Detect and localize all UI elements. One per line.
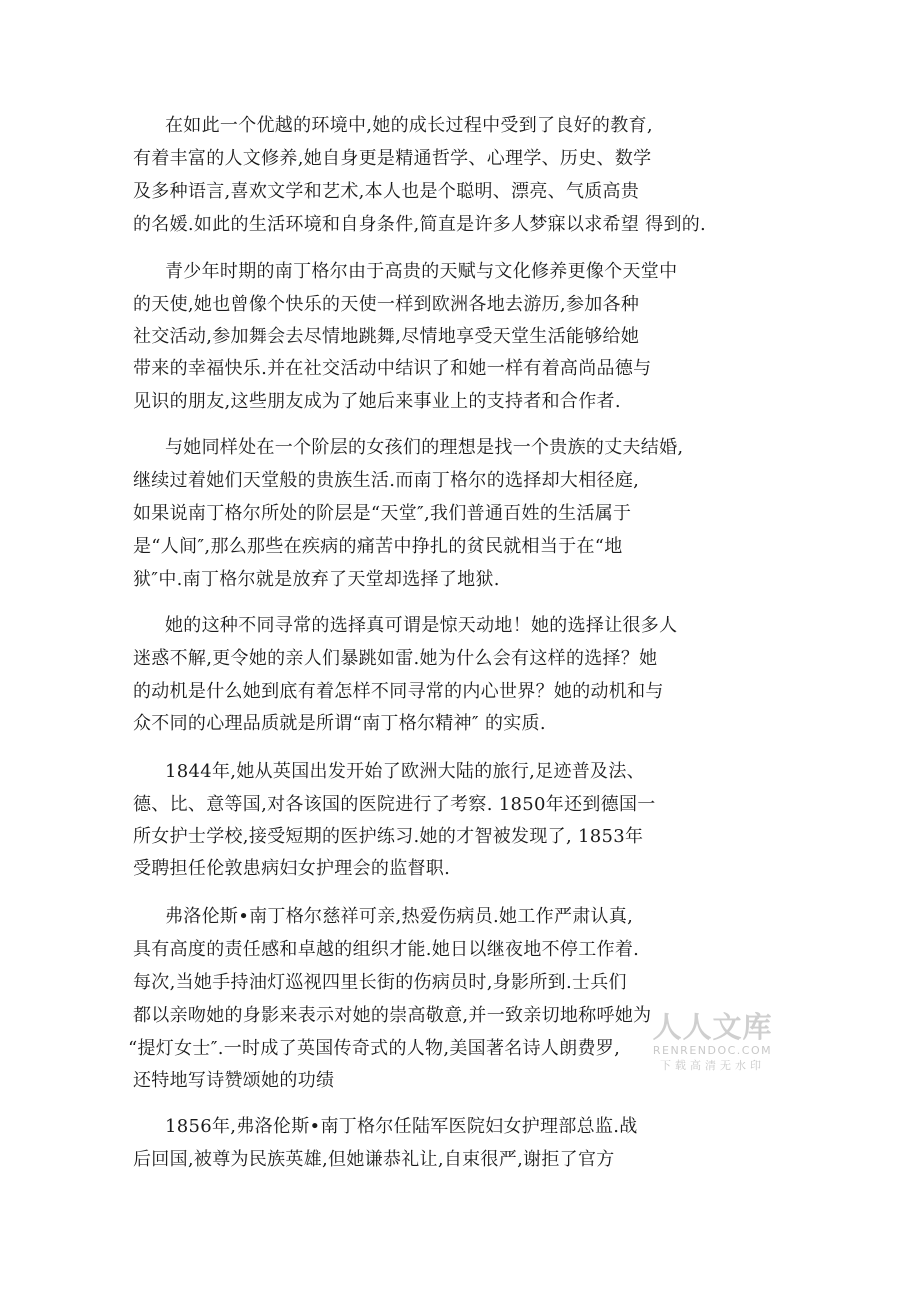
text-line: 的天使,她也曾像个快乐的天使一样到欧洲各地去游历,参加各种: [133, 294, 640, 315]
text-line: 具有高度的责任感和卓越的组织才能.她日以继夜地不停工作着.: [133, 939, 640, 960]
text-line: 都以亲吻她的身影来表示对她的崇高敬意,并一致亲切地称呼她为: [133, 1005, 652, 1026]
text-line: 所女护士学校,接受短期的医护练习.她的才智被发现了, 1853年: [133, 826, 644, 847]
text-line: 继续过着她们天堂般的贵族生活.而南丁格尔的选择却大相径庭,: [133, 470, 640, 491]
watermark-title: 人人文库: [652, 1010, 773, 1044]
text-line: 迷惑不解,更令她的亲人们暴跳如雷.她为什么会有这样的选择？她: [133, 648, 658, 669]
text-line: 及多种语言,喜欢文学和艺术,本人也是个聪明、漂亮、气质高贵: [133, 181, 640, 202]
text-line: 1856年,弗洛伦斯•南丁格尔任陆军医院妇女护理部总监.战: [165, 1116, 638, 1137]
text-line: 众不同的心理品质就是所谓“南丁格尔精神″ 的实质.: [133, 713, 546, 734]
text-line: 受聘担任伦敦患病妇女护理会的监督职.: [133, 858, 451, 879]
text-line: 社交活动,参加舞会去尽情地跳舞,尽情地享受天堂生活能够给她: [133, 326, 640, 347]
text-line: 带来的幸福快乐.并在社交活动中结识了和她一样有着高尚品德与: [133, 358, 652, 379]
text-line: 与她同样处在一个阶层的女孩们的理想是找一个贵族的丈夫结婚,: [165, 437, 684, 458]
text-line: 德、比、意等国,对各该国的医院进行了考察. 1850年还到德国一: [133, 794, 656, 815]
text-line: 见识的朋友,这些朋友成为了她后来事业上的支持者和合作者.: [133, 391, 621, 412]
text-line: 是“人间″,那么那些在疾病的痛苦中挣扎的贫民就相当于在“地: [133, 536, 623, 557]
text-line: 还特地写诗赞颂她的功绩: [133, 1070, 335, 1091]
text-line: 有着丰富的人文修养,她自身更是精通哲学、心理学、历史、数学: [133, 148, 652, 169]
text-line: 的动机是什么她到底有着怎样不同寻常的内心世界？她的动机和与: [133, 681, 664, 702]
text-line: 她的这种不同寻常的选择真可谓是惊天动地！她的选择让很多人: [165, 615, 678, 636]
watermark: [650, 1010, 775, 1074]
text-line: 的名媛.如此的生活环境和自身条件,简直是许多人梦寐以求希望 得到的.: [133, 214, 707, 235]
text-line: 1844年,她从英国出发开始了欧洲大陆的旅行,足迹普及法、: [165, 761, 645, 782]
text-line: 青少年时期的南丁格尔由于高贵的天赋与文化修养更像个天堂中: [165, 261, 678, 282]
watermark-site: RENRENDOC.COM: [652, 1044, 773, 1057]
text-line: 狱″中.南丁格尔就是放弃了天堂却选择了地狱.: [133, 569, 500, 590]
text-line: 后回国,被尊为民族英雄,但她谦恭礼让,自束很严,谢拒了官方: [133, 1149, 615, 1170]
watermark-subtitle: 下载高清无水印: [660, 1059, 765, 1072]
text-line: 在如此一个优越的环境中,她的成长过程中受到了良好的教育,: [165, 115, 653, 136]
text-line: 每次,当她手持油灯巡视四里长街的伤病员时,身影所到.士兵们: [133, 972, 627, 993]
text-line: “提灯女士″.一时成了英国传奇式的人物,美国著名诗人朗费罗,: [128, 1038, 621, 1059]
text-line: 弗洛伦斯•南丁格尔慈祥可亲,热爱伤病员.她工作严肃认真,: [165, 906, 634, 927]
text-line: 如果说南丁格尔所处的阶层是“天堂″,我们普通百姓的生活属于: [133, 503, 632, 524]
